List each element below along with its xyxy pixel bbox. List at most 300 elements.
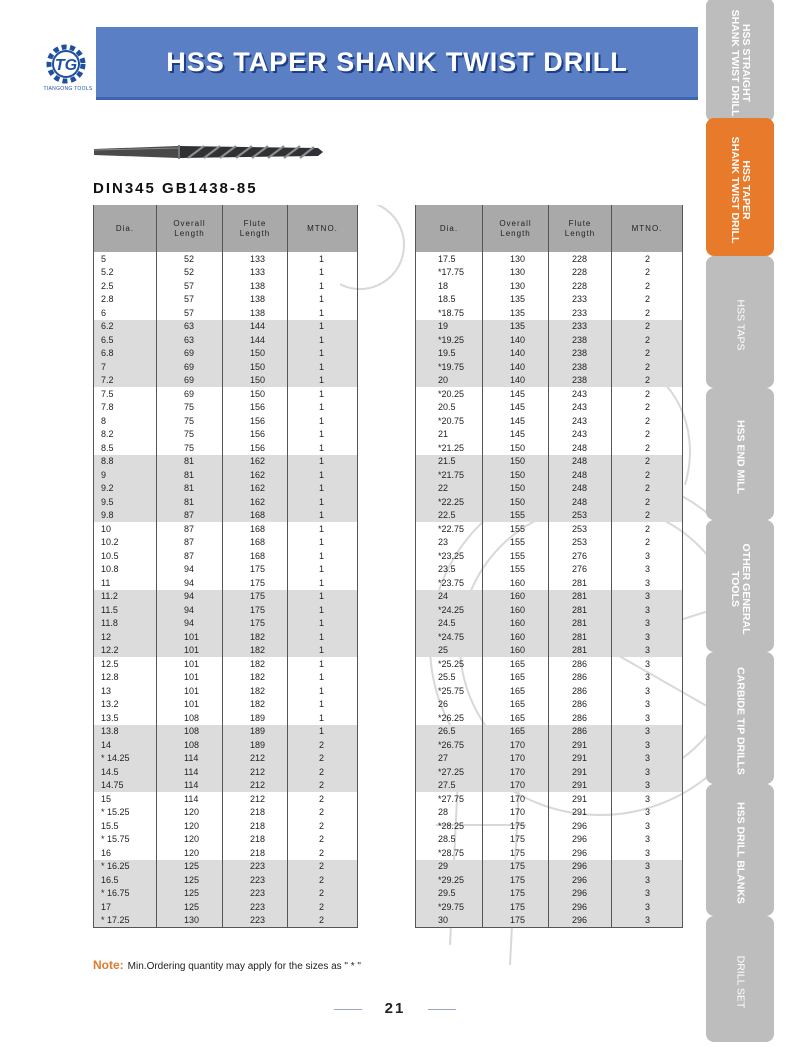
tab-hss-end-mill[interactable]	[706, 394, 774, 520]
flute-length-cell: 296	[548, 914, 611, 928]
dia-cell: 27	[438, 753, 449, 764]
table-row	[416, 333, 682, 347]
tab-hss-drill-blanks[interactable]	[706, 790, 774, 916]
overall-length-cell: 175	[482, 846, 548, 860]
table-row	[94, 779, 357, 793]
category-tabs	[706, 0, 810, 1050]
flute-length-cell: 296	[548, 819, 611, 833]
mtno-cell: 3	[611, 752, 682, 766]
dia-cell: 2.8	[101, 294, 114, 305]
tab-label	[729, 137, 751, 244]
overall-length-cell: 150	[482, 455, 548, 469]
flute-length-cell: 281	[548, 590, 611, 604]
table-row	[94, 279, 357, 293]
table-row	[416, 725, 682, 739]
mtno-cell: 1	[287, 468, 357, 482]
flute-length-cell: 291	[548, 765, 611, 779]
table-row	[416, 563, 682, 577]
col-overall-line2: Length	[500, 228, 531, 238]
table-row	[94, 617, 357, 631]
col-flute-length	[548, 205, 611, 252]
tab-label	[735, 300, 746, 351]
flute-length-cell: 291	[548, 779, 611, 793]
flute-length-cell: 156	[222, 428, 287, 442]
dia-cell: 30	[438, 915, 449, 926]
dia-cell: *27.25	[438, 766, 465, 777]
mtno-cell: 1	[287, 603, 357, 617]
flute-length-cell: 286	[548, 698, 611, 712]
dia-cell: 19	[438, 321, 449, 332]
table-row	[94, 833, 357, 847]
flute-length-cell: 175	[222, 617, 287, 631]
mtno-cell: 1	[287, 644, 357, 658]
table-row	[94, 657, 357, 671]
overall-length-cell: 75	[156, 428, 222, 442]
dia-cell: 25.5	[438, 672, 456, 683]
table-row	[94, 603, 357, 617]
dia-cell: *27.75	[438, 793, 465, 804]
flute-length-cell: 223	[222, 873, 287, 887]
table-row	[94, 374, 357, 388]
dia-cell: 9.5	[101, 496, 114, 507]
mtno-cell: 1	[287, 414, 357, 428]
overall-length-cell: 101	[156, 684, 222, 698]
dia-cell: *29.25	[438, 874, 465, 885]
flute-length-cell: 182	[222, 644, 287, 658]
table-row	[416, 752, 682, 766]
overall-length-cell: 165	[482, 684, 548, 698]
flute-length-cell: 212	[222, 779, 287, 793]
overall-length-cell: 140	[482, 374, 548, 388]
dia-cell: 9.8	[101, 510, 114, 521]
table-row	[416, 860, 682, 874]
tab-label-line1: HSS STRAIGHT	[740, 23, 752, 103]
col-flute-line1: Flute	[568, 218, 592, 228]
table-row	[94, 630, 357, 644]
table-row	[94, 752, 357, 766]
flute-length-cell: 133	[222, 252, 287, 266]
table-row	[416, 279, 682, 293]
overall-length-cell: 175	[482, 833, 548, 847]
overall-length-cell: 120	[156, 819, 222, 833]
mtno-cell: 3	[611, 657, 682, 671]
dia-cell: 29	[438, 861, 449, 872]
tab-label-line1: DRILL SET	[734, 955, 747, 1009]
mtno-cell: 1	[287, 428, 357, 442]
flute-length-cell: 248	[548, 441, 611, 455]
dia-cell: 6.8	[101, 348, 114, 359]
table-row	[94, 428, 357, 442]
flute-length-cell: 233	[548, 306, 611, 320]
flute-length-cell: 168	[222, 522, 287, 536]
table-row	[416, 711, 682, 725]
table-row	[94, 738, 357, 752]
mtno-cell: 2	[287, 860, 357, 874]
overall-length-cell: 130	[482, 279, 548, 293]
table-row	[416, 779, 682, 793]
table-row	[94, 482, 357, 496]
dia-cell: *22.75	[438, 523, 465, 534]
mtno-cell: 3	[611, 765, 682, 779]
mtno-cell: 1	[287, 536, 357, 550]
logo-mark: TG	[54, 57, 78, 74]
flute-length-cell: 286	[548, 657, 611, 671]
dia-cell: 20.5	[438, 402, 456, 413]
col-overall-line1: Overall	[173, 218, 206, 228]
table-body	[416, 252, 682, 927]
overall-length-cell: 155	[482, 563, 548, 577]
mtno-cell: 2	[287, 914, 357, 928]
overall-length-cell: 155	[482, 509, 548, 523]
mtno-cell: 1	[287, 576, 357, 590]
table-row	[416, 293, 682, 307]
flute-length-cell: 182	[222, 657, 287, 671]
table-row	[416, 428, 682, 442]
dia-cell: 15	[101, 793, 112, 804]
mtno-cell: 1	[287, 671, 357, 685]
mtno-cell: 2	[611, 441, 682, 455]
dia-cell: 24	[438, 591, 449, 602]
tab-drill-set[interactable]	[706, 922, 774, 1042]
dia-cell: 16.5	[101, 874, 119, 885]
dia-cell: 28	[438, 807, 449, 818]
dia-cell: 10	[101, 523, 112, 534]
dia-cell: * 16.25	[101, 861, 130, 872]
flute-length-cell: 168	[222, 509, 287, 523]
mtno-cell: 2	[287, 765, 357, 779]
table-row	[416, 914, 682, 928]
mtno-cell: 3	[611, 630, 682, 644]
tab-carbide-tip-drills[interactable]	[706, 658, 774, 784]
overall-length-cell: 135	[482, 306, 548, 320]
flute-length-cell: 212	[222, 765, 287, 779]
overall-length-cell: 155	[482, 549, 548, 563]
flute-length-cell: 138	[222, 293, 287, 307]
dia-cell: 12.8	[101, 672, 119, 683]
mtno-cell: 3	[611, 819, 682, 833]
overall-length-cell: 160	[482, 644, 548, 658]
overall-length-cell: 165	[482, 725, 548, 739]
table-row	[416, 657, 682, 671]
dia-cell: 11	[101, 577, 111, 588]
mtno-cell: 3	[611, 900, 682, 914]
mtno-cell: 1	[287, 590, 357, 604]
mtno-cell: 1	[287, 509, 357, 523]
mtno-cell: 2	[611, 266, 682, 280]
table-row	[416, 738, 682, 752]
flute-length-cell: 223	[222, 860, 287, 874]
table-row	[416, 819, 682, 833]
overall-length-cell: 125	[156, 873, 222, 887]
tab-label	[729, 543, 751, 634]
overall-length-cell: 170	[482, 765, 548, 779]
dia-cell: 21.5	[438, 456, 456, 467]
flute-length-cell: 182	[222, 671, 287, 685]
overall-length-cell: 160	[482, 590, 548, 604]
mtno-cell: 2	[287, 752, 357, 766]
tab-other-general[interactable]	[706, 526, 774, 652]
overall-length-cell: 87	[156, 509, 222, 523]
mtno-cell: 1	[287, 563, 357, 577]
dia-cell: 11.8	[101, 618, 118, 629]
overall-length-cell: 145	[482, 401, 548, 415]
col-overall-length	[156, 205, 222, 252]
flute-length-cell: 243	[548, 401, 611, 415]
mtno-cell: 1	[287, 630, 357, 644]
flute-length-cell: 218	[222, 833, 287, 847]
mtno-cell: 3	[611, 590, 682, 604]
tab-label-line1: OTHER GENERAL	[740, 543, 752, 635]
table-row	[416, 495, 682, 509]
mtno-cell: 3	[611, 698, 682, 712]
overall-length-cell: 108	[156, 725, 222, 739]
col-flute-line2: Length	[564, 228, 596, 238]
table-row	[416, 360, 682, 374]
dia-cell: 7	[101, 361, 107, 372]
flute-length-cell: 238	[548, 333, 611, 347]
mtno-cell: 1	[287, 441, 357, 455]
table-row	[416, 846, 682, 860]
mtno-cell: 2	[287, 846, 357, 860]
overall-length-cell: 114	[156, 792, 222, 806]
tab-hss-straight[interactable]	[706, 4, 774, 122]
overall-length-cell: 135	[482, 293, 548, 307]
dia-cell: 6.5	[101, 334, 114, 345]
flute-length-cell: 276	[548, 563, 611, 577]
col-flute-line1: Flute	[243, 218, 267, 228]
mtno-cell: 1	[287, 549, 357, 563]
mtno-cell: 2	[287, 819, 357, 833]
flute-length-cell: 223	[222, 887, 287, 901]
dia-cell: 18	[438, 280, 449, 291]
tab-label-line2: TOOLS	[729, 571, 741, 607]
col-overall-line1: Overall	[499, 218, 532, 228]
flute-length-cell: 144	[222, 320, 287, 334]
table-row	[94, 563, 357, 577]
dia-cell: 29.5	[438, 888, 456, 899]
overall-length-cell: 101	[156, 630, 222, 644]
table-row	[94, 806, 357, 820]
flute-length-cell: 276	[548, 549, 611, 563]
mtno-cell: 1	[287, 657, 357, 671]
overall-length-cell: 175	[482, 914, 548, 928]
table-row	[94, 306, 357, 320]
flute-length-cell: 168	[222, 536, 287, 550]
flute-length-cell: 189	[222, 711, 287, 725]
dia-cell: 17.5	[438, 253, 456, 264]
overall-length-cell: 160	[482, 576, 548, 590]
tab-label-line1: HSS END MILL	[734, 419, 747, 495]
mtno-cell: 2	[611, 455, 682, 469]
overall-length-cell: 87	[156, 549, 222, 563]
overall-length-cell: 101	[156, 657, 222, 671]
mtno-cell: 1	[287, 522, 357, 536]
title-banner	[96, 27, 698, 100]
flute-length-cell: 296	[548, 873, 611, 887]
flute-length-cell: 281	[548, 644, 611, 658]
mtno-cell: 2	[611, 252, 682, 266]
flute-length-cell: 243	[548, 428, 611, 442]
table-row	[416, 765, 682, 779]
dia-cell: 7.8	[101, 402, 114, 413]
table-row	[416, 441, 682, 455]
overall-length-cell: 52	[156, 252, 222, 266]
overall-length-cell: 52	[156, 266, 222, 280]
overall-length-cell: 81	[156, 495, 222, 509]
mtno-cell: 3	[611, 792, 682, 806]
dia-cell: 23	[438, 537, 449, 548]
mtno-cell: 2	[611, 482, 682, 496]
overall-length-cell: 175	[482, 819, 548, 833]
overall-length-cell: 130	[482, 266, 548, 280]
overall-length-cell: 101	[156, 644, 222, 658]
overall-length-cell: 150	[482, 468, 548, 482]
mtno-cell: 1	[287, 347, 357, 361]
dia-cell: 12.2	[101, 645, 119, 656]
overall-length-cell: 69	[156, 374, 222, 388]
table-row	[94, 860, 357, 874]
flute-length-cell: 138	[222, 279, 287, 293]
dia-cell: 19.5	[438, 348, 456, 359]
flute-length-cell: 286	[548, 725, 611, 739]
mtno-cell: 2	[611, 495, 682, 509]
col-flute-line2: Length	[239, 228, 271, 238]
dia-cell: 14.5	[101, 766, 119, 777]
dia-cell: *29.75	[438, 901, 465, 912]
overall-length-cell: 69	[156, 347, 222, 361]
tab-label	[729, 10, 751, 117]
overall-length-cell: 130	[156, 914, 222, 928]
flute-length-cell: 291	[548, 806, 611, 820]
overall-length-cell: 125	[156, 860, 222, 874]
dia-cell: 17	[101, 901, 112, 912]
overall-length-cell: 57	[156, 279, 222, 293]
mtno-cell: 2	[611, 522, 682, 536]
flute-length-cell: 182	[222, 684, 287, 698]
flute-length-cell: 156	[222, 401, 287, 415]
flute-length-cell: 182	[222, 630, 287, 644]
col-mtno: MTNO.	[611, 205, 682, 252]
mtno-cell: 3	[611, 806, 682, 820]
flute-length-cell: 296	[548, 833, 611, 847]
mtno-cell: 1	[287, 617, 357, 631]
table-row	[94, 846, 357, 860]
mtno-cell: 2	[611, 468, 682, 482]
mtno-cell: 1	[287, 455, 357, 469]
dia-cell: 16	[101, 847, 112, 858]
overall-length-cell: 160	[482, 617, 548, 631]
dia-cell: 10.8	[101, 564, 119, 575]
mtno-cell: 2	[611, 333, 682, 347]
flute-length-cell: 281	[548, 603, 611, 617]
mtno-cell: 2	[611, 536, 682, 550]
dia-cell: *20.75	[438, 415, 465, 426]
mtno-cell: 2	[611, 306, 682, 320]
overall-length-cell: 101	[156, 671, 222, 685]
tab-hss-taps[interactable]	[706, 262, 774, 388]
tab-label	[735, 667, 746, 775]
flute-length-cell: 175	[222, 563, 287, 577]
mtno-cell: 2	[287, 833, 357, 847]
dia-cell: *17.75	[438, 267, 465, 278]
overall-length-cell: 145	[482, 428, 548, 442]
flute-length-cell: 162	[222, 495, 287, 509]
overall-length-cell: 125	[156, 900, 222, 914]
overall-length-cell: 175	[482, 900, 548, 914]
table-row	[94, 711, 357, 725]
mtno-cell: 2	[287, 900, 357, 914]
logo-caption: TIANGONG TOOLS	[43, 86, 93, 92]
tab-hss-taper[interactable]	[706, 124, 774, 256]
overall-length-cell: 135	[482, 320, 548, 334]
mtno-cell: 1	[287, 266, 357, 280]
flute-length-cell: 182	[222, 698, 287, 712]
dia-cell: 6.2	[101, 321, 114, 332]
dia-cell: *28.25	[438, 820, 465, 831]
dia-cell: *21.25	[438, 442, 465, 453]
flute-length-cell: 212	[222, 792, 287, 806]
page-title: HSS TAPER SHANK TWIST DRILL	[166, 46, 628, 77]
mtno-cell: 1	[287, 401, 357, 415]
flute-length-cell: 162	[222, 455, 287, 469]
mtno-cell: 2	[287, 792, 357, 806]
overall-length-cell: 155	[482, 522, 548, 536]
overall-length-cell: 125	[156, 887, 222, 901]
flute-length-cell: 162	[222, 468, 287, 482]
mtno-cell: 3	[611, 563, 682, 577]
mtno-cell: 2	[611, 374, 682, 388]
mtno-cell: 3	[611, 576, 682, 590]
dia-cell: 9	[101, 469, 107, 480]
dia-cell: 11.2	[101, 591, 118, 602]
dia-cell: 26	[438, 699, 449, 710]
overall-length-cell: 120	[156, 833, 222, 847]
mtno-cell: 1	[287, 374, 357, 388]
mtno-cell: 3	[611, 725, 682, 739]
overall-length-cell: 120	[156, 846, 222, 860]
table-row	[94, 293, 357, 307]
table-row	[94, 495, 357, 509]
dia-cell: 13	[101, 685, 112, 696]
flute-length-cell: 233	[548, 320, 611, 334]
flute-length-cell: 248	[548, 495, 611, 509]
flute-length-cell: 138	[222, 306, 287, 320]
overall-length-cell: 130	[482, 252, 548, 266]
mtno-cell: 1	[287, 387, 357, 401]
dia-cell: 22.5	[438, 510, 456, 521]
table-row	[416, 347, 682, 361]
table-row	[416, 671, 682, 685]
dia-cell: *18.75	[438, 307, 465, 318]
note-text: Min.Ordering quantity may apply for the sizes as " * "	[127, 961, 361, 972]
mtno-cell: 1	[287, 293, 357, 307]
tab-label-line1: HSS TAPER	[740, 160, 752, 220]
table-row	[416, 630, 682, 644]
table-row	[94, 900, 357, 914]
dia-cell: 7.2	[101, 375, 114, 386]
table-row	[94, 576, 357, 590]
mtno-cell: 2	[611, 279, 682, 293]
flute-length-cell: 223	[222, 914, 287, 928]
overall-length-cell: 150	[482, 441, 548, 455]
table-row	[416, 387, 682, 401]
overall-length-cell: 145	[482, 387, 548, 401]
table-row	[94, 914, 357, 928]
mtno-cell: 1	[287, 279, 357, 293]
dia-cell: 11.5	[101, 604, 118, 615]
table-row	[94, 360, 357, 374]
flute-length-cell: 212	[222, 752, 287, 766]
